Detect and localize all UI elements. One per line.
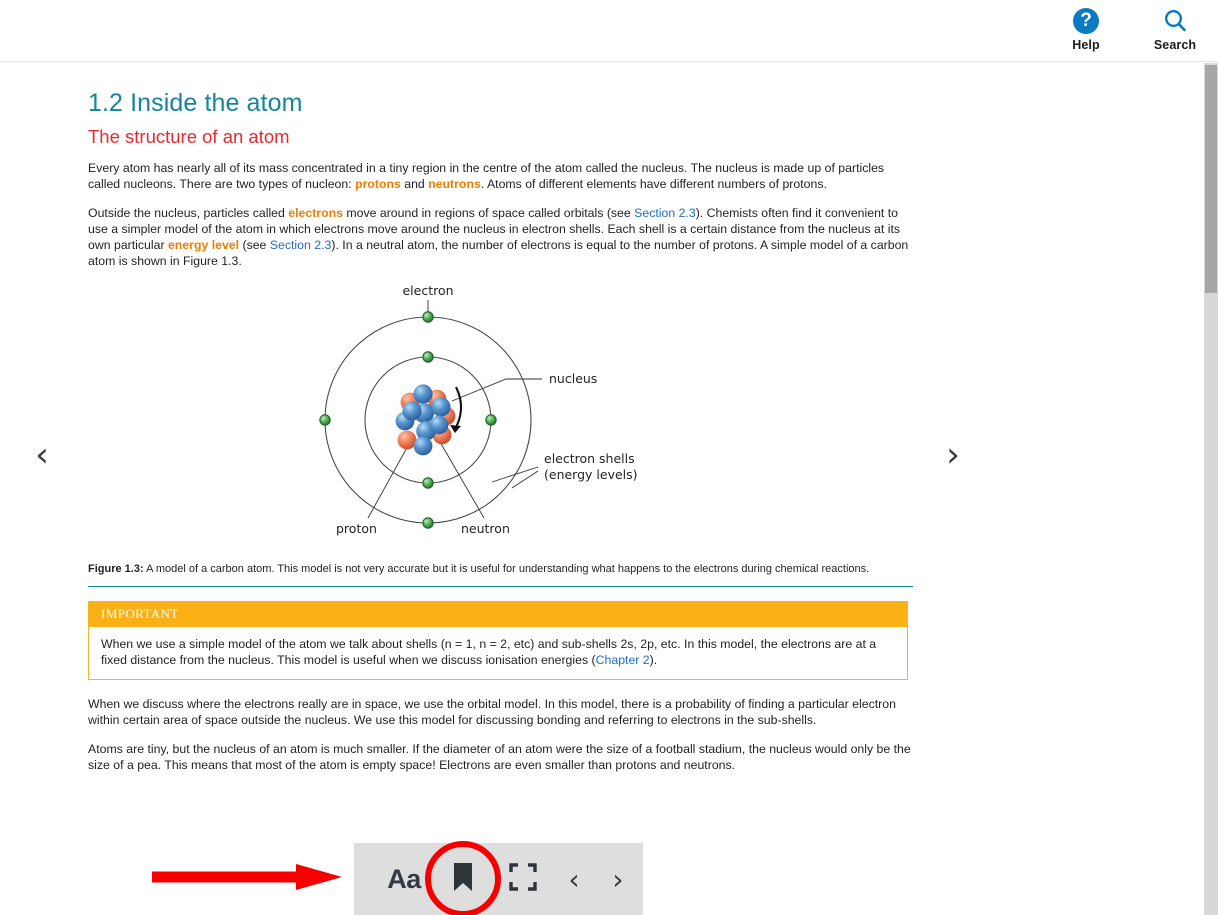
paragraph-4: Atoms are tiny, but the nucleus of an atom is much smaller. If the diameter of an atom were the size of a football stadium, the nucleus would only be the size of a pea. This means that most of the atom is empty space! Electrons are even smaller than protons and neutrons. — [88, 741, 911, 772]
help-button-label: Help — [1072, 38, 1100, 52]
atom-model-diagram — [306, 283, 706, 558]
p2-text-3: ). Chemists often find it convenient to use a simpler model of the atom in which electrons move around the nucleus in electron shells. Each shell is a certain distance from the nucleus at its own particular — [88, 205, 901, 252]
nucleus-cluster — [396, 384, 456, 455]
important-callout-body — [89, 627, 907, 678]
p1-text-1: Every atom has nearly all of its mass concentrated in a tiny region in the centre of the atom called the nucleus. The nucleus is made up of particles called nucleons. There are two types of nucleon: — [88, 161, 885, 191]
toolbar-next-button[interactable] — [596, 855, 640, 903]
figure-label-electron: electron — [402, 282, 454, 298]
chevron-left-icon: ‹ — [568, 862, 580, 896]
search-button[interactable] — [1135, 6, 1215, 58]
fullscreen-button[interactable] — [494, 855, 552, 903]
help-glyph: ? — [1073, 8, 1099, 34]
bookmark-icon — [450, 861, 476, 898]
figure-label-nucleus: nucleus — [549, 370, 598, 386]
nucleus-bracket-arrow — [450, 425, 461, 433]
figure-divider — [88, 586, 913, 587]
important-text-1: When we use a simple model of the atom we talk about shells (n = 1, n = 2, etc) and sub-shells 2s, 2p, etc. In this model, the electrons are at a fixed distance from the nucleus. This model is useful when we discuss ionisation energies ( — [101, 637, 877, 668]
figure-caption-text: A model of a carbon atom. This model is not very accurate but it is useful for understanding what happens to the electrons during chemical reactions. — [143, 562, 870, 575]
figure-label-energy-levels: (energy levels) — [544, 466, 638, 482]
chevron-right-icon: › — [612, 862, 624, 896]
keyword-protons: protons — [355, 176, 401, 191]
link-chapter-2[interactable]: Chapter 2 — [595, 653, 650, 668]
scrollbar-thumb[interactable] — [1205, 65, 1217, 293]
reader-bottom-toolbar — [354, 843, 643, 915]
paragraph-3: When we discuss where the electrons really are in space, we use the orbital model. In this model, there is a probability of finding a particular electron within certain area of space outside the nucleus. We use this model for discussing bonding and referring to electrons in the sub-shells. — [88, 696, 896, 727]
important-text-2: ). — [649, 653, 658, 668]
p2-text-2: move around in regions of space called orbitals (see — [342, 205, 635, 220]
keyword-electrons: electrons — [288, 205, 343, 220]
figure-label-neutron: neutron — [461, 520, 510, 536]
chevron-left-icon: ‹ — [35, 435, 49, 475]
p1-text-2: and — [400, 176, 429, 191]
paragraph-1 — [88, 161, 913, 193]
page-content-area — [0, 63, 1204, 915]
search-button-label: Search — [1153, 38, 1197, 52]
fullscreen-expand-icon — [509, 863, 537, 896]
p2-text-5: ). In a neutral atom, the number of electrons is equal to the number of protons. A simple model of a carbon atom is shown in Figure 1.3. — [88, 237, 909, 268]
bookmark-button[interactable] — [432, 855, 494, 903]
help-button[interactable] — [1046, 6, 1126, 58]
figure-label-proton: proton — [336, 520, 377, 536]
important-callout-heading: IMPORTANT — [89, 602, 907, 627]
p2-text-4: (see — [239, 237, 270, 252]
figure-caption-label: Figure 1.3: — [88, 562, 144, 575]
p1-text-3: . Atoms of different elements have different numbers of protons. — [480, 176, 827, 191]
leader-line-shells — [492, 467, 538, 488]
textbook-page — [0, 63, 1204, 774]
text-size-icon: Aa — [387, 863, 421, 894]
keyword-neutrons: neutrons — [428, 176, 481, 191]
search-magnifier-icon — [1161, 6, 1189, 36]
vertical-scrollbar[interactable] — [1204, 63, 1218, 915]
leader-line-neutron — [436, 435, 484, 518]
nucleus-bracket — [454, 387, 461, 431]
page-title: 1.2 Inside the atom — [88, 89, 303, 117]
page-subtitle: The structure of an atom — [88, 126, 290, 147]
text-size-button[interactable] — [376, 855, 432, 903]
paragraph-2 — [88, 206, 913, 270]
top-toolbar — [0, 0, 1218, 62]
keyword-energy-level: energy level — [167, 237, 240, 252]
help-question-icon — [1073, 6, 1099, 36]
figure-caption — [88, 562, 913, 576]
figure-1-3 — [88, 283, 913, 558]
toolbar-previous-button[interactable] — [552, 855, 596, 903]
p2-text-1: Outside the nucleus, particles called — [88, 205, 289, 220]
chevron-right-icon: › — [946, 435, 960, 475]
link-section-2-3-a[interactable]: Section 2.3 — [634, 205, 696, 220]
important-callout — [88, 601, 908, 679]
figure-label-electron-shells: electron shells — [544, 450, 635, 466]
link-section-2-3-b[interactable]: Section 2.3 — [269, 237, 332, 252]
